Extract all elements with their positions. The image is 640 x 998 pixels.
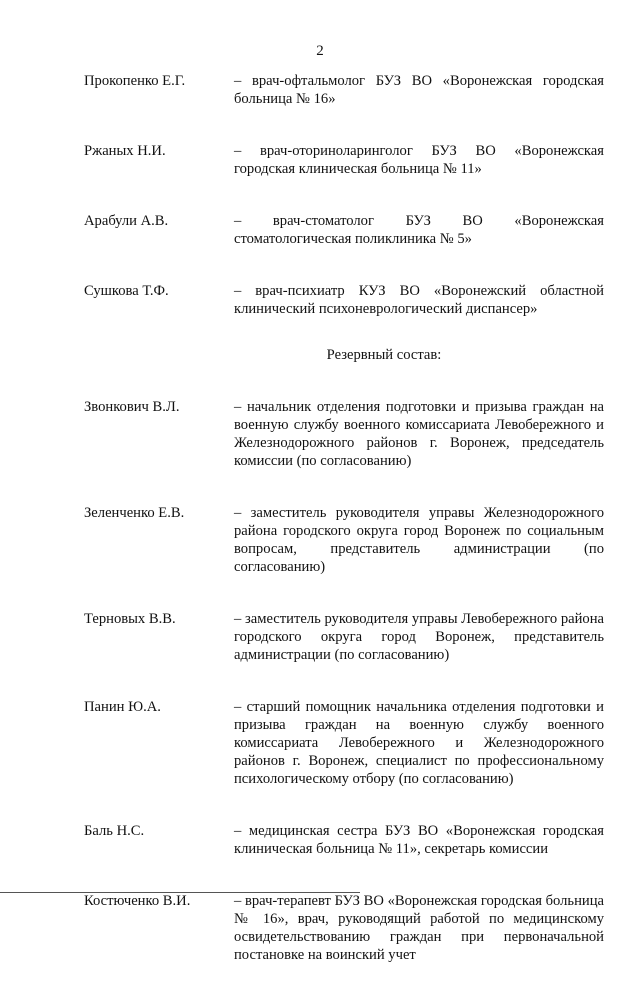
reserve-name: Баль Н.С. xyxy=(84,823,145,839)
page-number: 2 xyxy=(316,43,324,59)
member-role: – врач-оториноларинголог БУЗ ВО «Воронежская городская клиническая больница № 11» xyxy=(234,143,604,177)
member-role: – врач-стоматолог БУЗ ВО «Воронежская стоматологическая поликлиника № 5» xyxy=(234,213,604,247)
reserve-role: – заместитель руководителя управы Левобережного района городского округа город Воронеж, представитель администрации (по согласованию) xyxy=(234,611,604,663)
member-role: – врач-психиатр КУЗ ВО «Воронежский областной клинический психоневрологический диспансер» xyxy=(234,283,604,317)
reserve-role: – заместитель руководителя управы Железнодорожного района городского округа город Воронеж по социальным вопросам, представитель администрации (по согласованию) xyxy=(234,505,604,575)
member-name: Арабули А.В. xyxy=(84,213,169,229)
reserve-entry xyxy=(84,610,604,664)
reserve-role: – медицинская сестра БУЗ ВО «Воронежская городская клиническая больница № 11», секретарь комиссии xyxy=(234,823,604,857)
member-name: Сушкова Т.Ф. xyxy=(84,283,169,299)
member-entry xyxy=(84,72,604,108)
reserve-entry xyxy=(84,698,604,788)
reserve-name: Панин Ю.А. xyxy=(84,699,161,715)
reserve-entry xyxy=(84,892,604,964)
reserve-entry xyxy=(84,504,604,576)
reserve-name: Терновых В.В. xyxy=(84,611,176,627)
member-name: Прокопенко Е.Г. xyxy=(84,73,186,89)
reserve-entry xyxy=(84,822,604,858)
document-body xyxy=(84,72,604,998)
member-role: – врач-офтальмолог БУЗ ВО «Воронежская городская больница № 16» xyxy=(234,73,604,107)
member-entry xyxy=(84,212,604,248)
reserve-name: Звонкович В.Л. xyxy=(84,399,180,415)
reserve-entry xyxy=(84,398,604,470)
reserve-heading: Резервный состав: xyxy=(326,347,442,363)
reserve-role: – старший помощник начальника отделения подготовки и призыва граждан на военную службу военного комиссариата Левобережного и Железнодорожного районов г. Воронеж, специалист по профессиональному психологическому отбору (по согласованию) xyxy=(234,699,604,787)
reserve-role: – начальник отделения подготовки и призыва граждан на военную службу военного комиссариата Левобережного и Железнодорожного районов г. Воронеж, председатель комиссии (по согласованию) xyxy=(234,399,604,469)
member-name: Ржаных Н.И. xyxy=(84,143,166,159)
reserve-name: Зеленченко Е.В. xyxy=(84,505,185,521)
reserve-role: – врач-терапевт БУЗ ВО «Воронежская городская больница № 16», врач, руководящий работой по медицинскому освидетельствованию граждан при первоначальной постановке на воинский учет xyxy=(234,893,604,963)
member-entry xyxy=(84,142,604,178)
member-entry xyxy=(84,282,604,318)
reserve-name: Костюченко В.И. xyxy=(84,893,191,909)
footer-rule xyxy=(0,892,360,893)
